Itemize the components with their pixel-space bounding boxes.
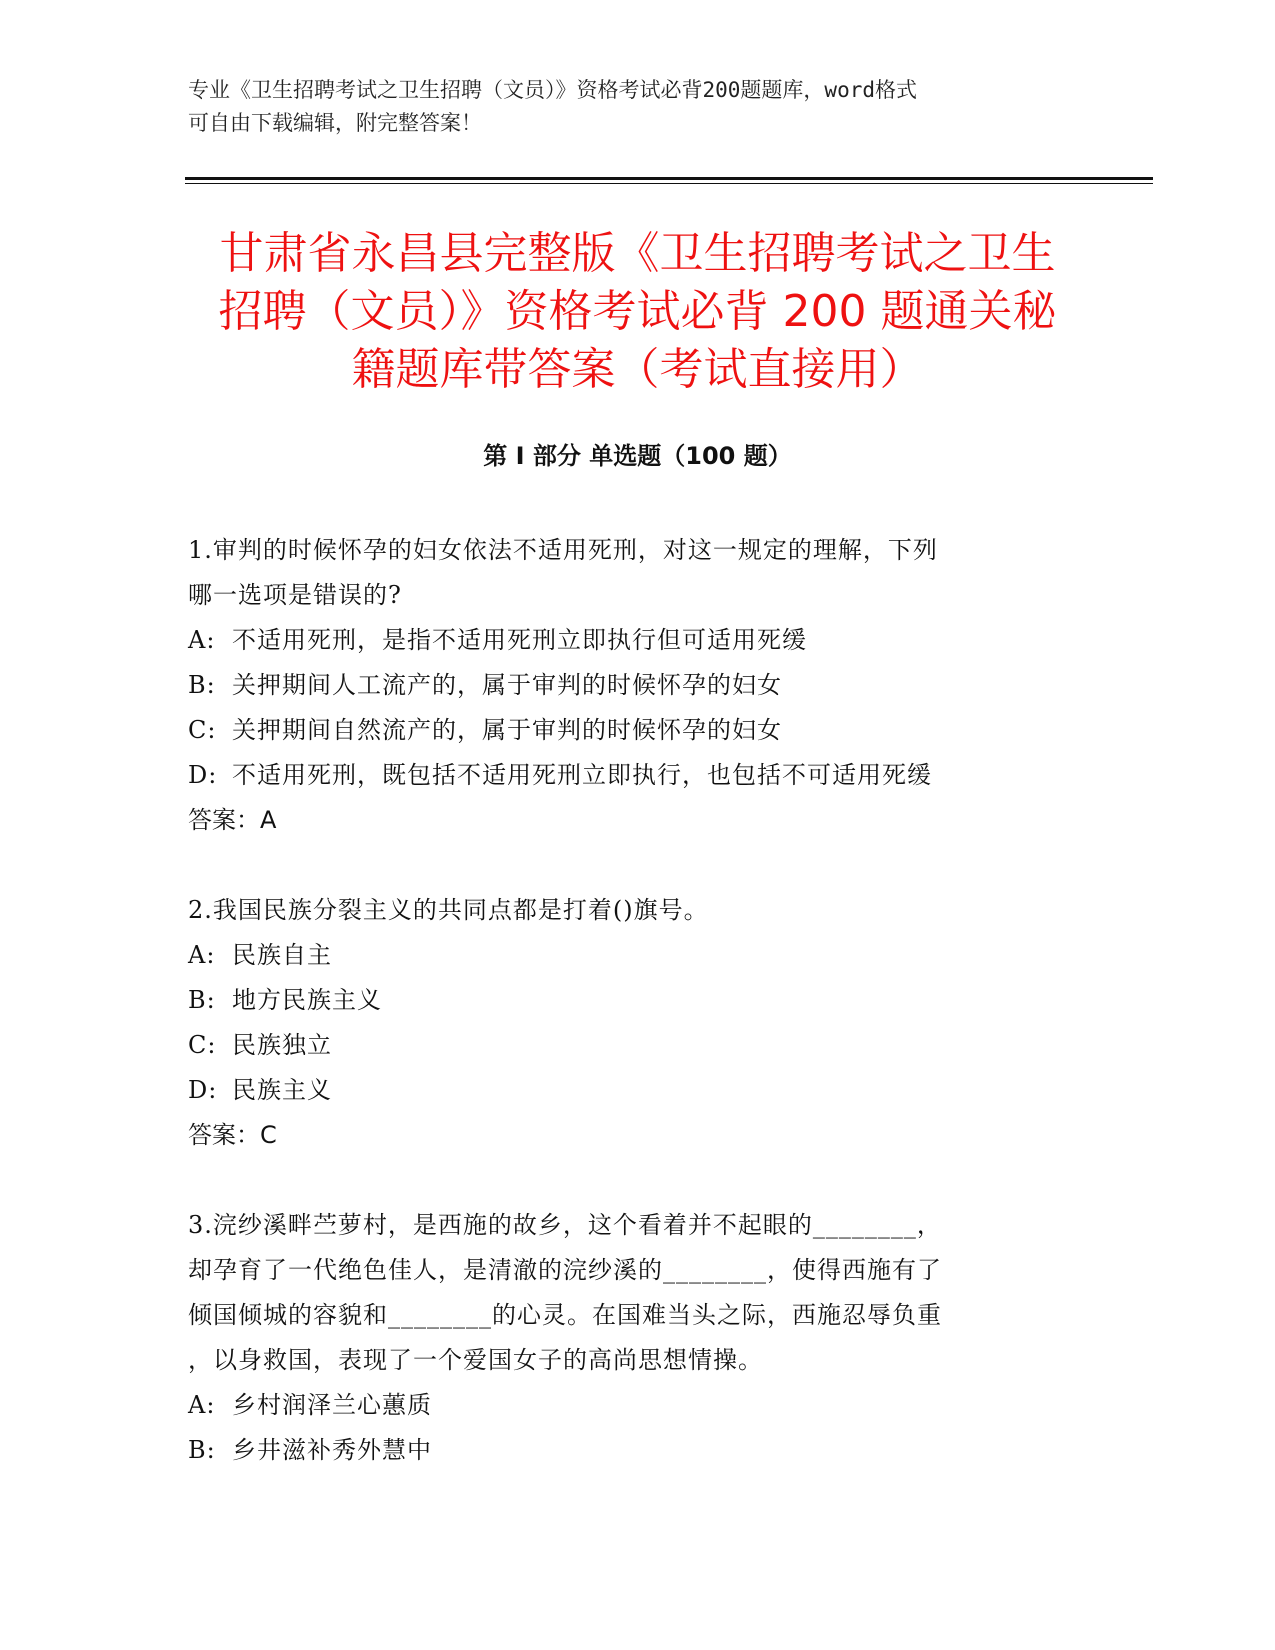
option-text: 民族独立 [232,1031,332,1059]
question-stem-line: 2.我国民族分裂主义的共同点都是打着()旗号。 [188,896,709,924]
option-letter: C: [188,716,217,744]
intro-line-1: 专业《卫生招聘考试之卫生招聘（文员）》资格考试必背200题题库，word格式 [188,78,917,102]
option-d [188,1068,1068,1113]
question-list [188,528,1068,1518]
question-1 [188,528,1068,843]
question-stem-line: 3.浣纱溪畔苎萝村，是西施的故乡，这个看着并不起眼的________， [188,1211,942,1239]
option-letter: D: [188,1076,218,1104]
option-text: 民族主义 [232,1076,332,1104]
intro-text [188,74,1068,140]
answer-line: 答案：A [188,806,277,834]
header-divider-thick [185,177,1153,180]
option-letter: B: [188,671,216,699]
option-text: 乡村润泽兰心蕙质 [232,1391,432,1419]
document-title [150,225,1125,399]
option-letter: A: [188,1391,216,1419]
question-stem-line: 哪一选项是错误的? [188,581,402,609]
option-text: 地方民族主义 [232,986,382,1014]
question-stem-line: ，以身救国，表现了一个爱国女子的高尚思想情操。 [188,1346,763,1374]
option-text: 关押期间自然流产的，属于审判的时候怀孕的妇女 [232,716,782,744]
option-text: 民族自主 [232,941,332,969]
title-line-1: 甘肃省永昌县完整版《卫生招聘考试之卫生 [219,228,1056,279]
option-text: 不适用死刑，既包括不适用死刑立即执行，也包括不可适用死缓 [232,761,932,789]
question-stem-line: 倾国倾城的容貌和________的心灵。在国难当头之际，西施忍辱负重 [188,1301,942,1329]
option-c [188,708,1068,753]
question-3 [188,1203,1068,1473]
option-b [188,663,1068,708]
option-a [188,933,1068,978]
option-letter: C: [188,1031,217,1059]
question-stem-line: 却孕育了一代绝色佳人，是清澈的浣纱溪的________，使得西施有了 [188,1256,942,1284]
option-a [188,1383,1068,1428]
header-divider-thin [185,183,1153,184]
option-a [188,618,1068,663]
option-text: 乡井滋补秀外慧中 [232,1436,432,1464]
question-stem-line: 1.审判的时候怀孕的妇女依法不适用死刑，对这一规定的理解，下列 [188,536,938,564]
option-b [188,1428,1068,1473]
option-c [188,1023,1068,1068]
title-line-2: 招聘（文员）》资格考试必背 200 题通关秘 [218,286,1057,337]
option-letter: A: [188,941,216,969]
option-b [188,978,1068,1023]
option-text: 关押期间人工流产的，属于审判的时候怀孕的妇女 [232,671,782,699]
question-2 [188,888,1068,1158]
answer-line: 答案：C [188,1121,277,1149]
option-letter: D: [188,761,218,789]
option-letter: A: [188,626,216,654]
title-line-3: 籍题库带答案（考试直接用） [351,344,924,395]
option-text: 不适用死刑，是指不适用死刑立即执行但可适用死缓 [232,626,807,654]
option-letter: B: [188,986,216,1014]
option-letter: B: [188,1436,216,1464]
option-d [188,753,1068,798]
intro-line-2: 可自由下载编辑，附完整答案！ [188,111,482,135]
section-heading: 第 I 部分 单选题（100 题） [483,442,792,470]
